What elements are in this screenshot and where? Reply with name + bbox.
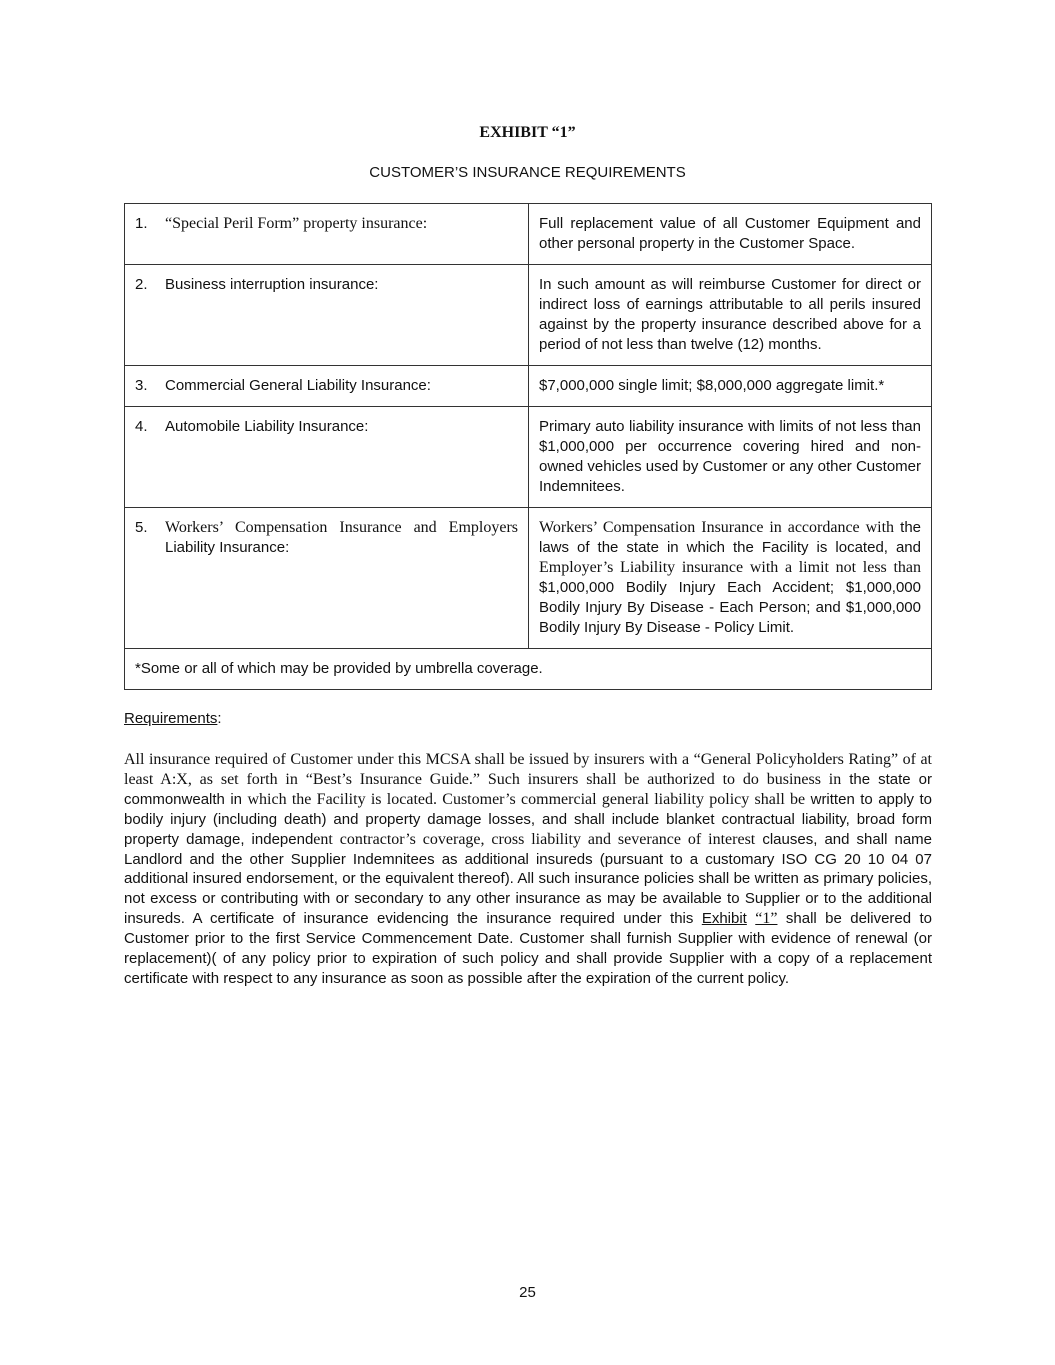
requirement-text: Primary auto liability insurance with limits of not less than $1,000,000 per occurrence covering hired and non-owned vehicles used by Customer or any other Customer Indemnitees. — [539, 418, 921, 495]
item-number: 4. — [135, 418, 148, 435]
requirement-text: In such amount as will reimburse Customer for direct or indirect loss of earnings attributable to all perils insured against by the property insurance described above for a period of not less than twelve (12) months. — [539, 276, 921, 353]
table-row — [125, 366, 932, 407]
requirement-text: $7,000,000 single limit; $8,000,000 aggregate limit.* — [539, 377, 885, 394]
insurance-type-cell — [125, 508, 529, 649]
requirement-cell — [529, 508, 932, 649]
paragraph-text: All insurance required of Customer under this MCSA shall be issued by insurers with a “General Policyholders Rating” of at least A:X, as set forth in “Best’s Insurance Guide.” Such insurers shall be authorized to do business in — [124, 751, 932, 788]
insurance-type-cell — [125, 366, 529, 407]
exhibit-number-link: “1” — [755, 910, 778, 928]
requirement-text-part1: Workers’ Compensation Insurance in accordance with — [539, 519, 895, 536]
insurance-type-label: Automobile Liability Insurance: — [165, 418, 369, 435]
paragraph-text: written to apply to bodily injury (including death) and property damage losses, and shall include blanket contractual liability, broad form property damage, independ — [124, 790, 933, 848]
requirement-text-part2: the laws of the state in which the Facility is located, and — [539, 519, 922, 556]
paragraph-text: ent contractor’s coverage, cross liability and severance of interest — [313, 830, 756, 848]
requirements-heading — [124, 710, 222, 727]
requirement-cell — [529, 265, 932, 366]
table-footnote-row — [125, 649, 932, 690]
table-row — [125, 204, 932, 265]
requirements-heading-colon: : — [217, 710, 222, 727]
requirement-cell — [529, 366, 932, 407]
insurance-type-label: Commercial General Liability Insurance: — [165, 377, 431, 394]
insurance-type-label-part2: Liability Insurance: — [165, 539, 290, 556]
footnote-cell — [125, 649, 932, 690]
item-number: 3. — [135, 377, 148, 394]
requirement-cell — [529, 407, 932, 508]
exhibit-reference-link: Exhibit — [701, 910, 747, 928]
paragraph-text: the state or commonwealth in — [124, 770, 933, 808]
paragraph-text: clauses, and shall name Landlord and the other Supplier Indemnitees as additional insureds (pursuant to a customary ISO CG 20 10 04 07 additional insured endorsement, or the equivalent thereof). All such insurance policies shall be written as primary policies, not excess or contributing with or secondary to any other insurance as may be available to Supplier or to the additional insureds. A certificate of insurance evidencing the insurance required under this — [124, 830, 933, 928]
table-row — [125, 265, 932, 366]
requirements-paragraph — [124, 750, 932, 989]
document-subtitle: CUSTOMER’S INSURANCE REQUIREMENTS — [369, 164, 686, 181]
paragraph-text: which the Facility is located. Customer’s commercial general liability policy shall be — [247, 790, 806, 808]
insurance-type-cell — [125, 407, 529, 508]
table-row — [125, 508, 932, 649]
table-row — [125, 407, 932, 508]
requirement-cell — [529, 204, 932, 265]
insurance-requirements-table — [124, 203, 932, 690]
insurance-type-label: Business interruption insurance: — [165, 276, 379, 293]
item-number: 5. — [135, 519, 148, 536]
footnote-text: *Some or all of which may be provided by umbrella coverage. — [135, 660, 543, 677]
paragraph-text: shall be delivered to Customer prior to the first Service Commencement Date. Customer shall furnish Supplier with evidence of renewal (or replacement)( of any policy prior to expiration of such policy and shall provide Supplier with a copy of a replacement certificate with respect to any insurance as soon as possible after the expiration of the current policy. — [124, 910, 933, 987]
item-number: 2. — [135, 276, 148, 293]
requirements-heading-text: Requirements — [124, 710, 218, 727]
insurance-type-cell — [125, 265, 529, 366]
requirement-text-part4: $1,000,000 Bodily Injury Each Accident; $1,000,000 Bodily Injury By Disease - Each Person; and $1,000,000 Bodily Injury By Disease - Policy Limit. — [539, 579, 921, 636]
requirement-text: Full replacement value of all Customer Equipment and other personal property in the Customer Space. — [539, 215, 921, 252]
insurance-type-label: “Special Peril Form” property insurance: — [165, 215, 428, 232]
exhibit-title: EXHIBIT “1” — [479, 124, 576, 141]
item-number: 1. — [135, 215, 148, 232]
insurance-type-cell — [125, 204, 529, 265]
insurance-type-label — [165, 518, 518, 558]
insurance-type-label-part1: Workers’ Compensation Insurance and Employers — [165, 519, 518, 536]
requirement-text-part3: Employer’s Liability insurance with a limit not less than — [539, 559, 921, 576]
page-number: 25 — [519, 1284, 536, 1301]
